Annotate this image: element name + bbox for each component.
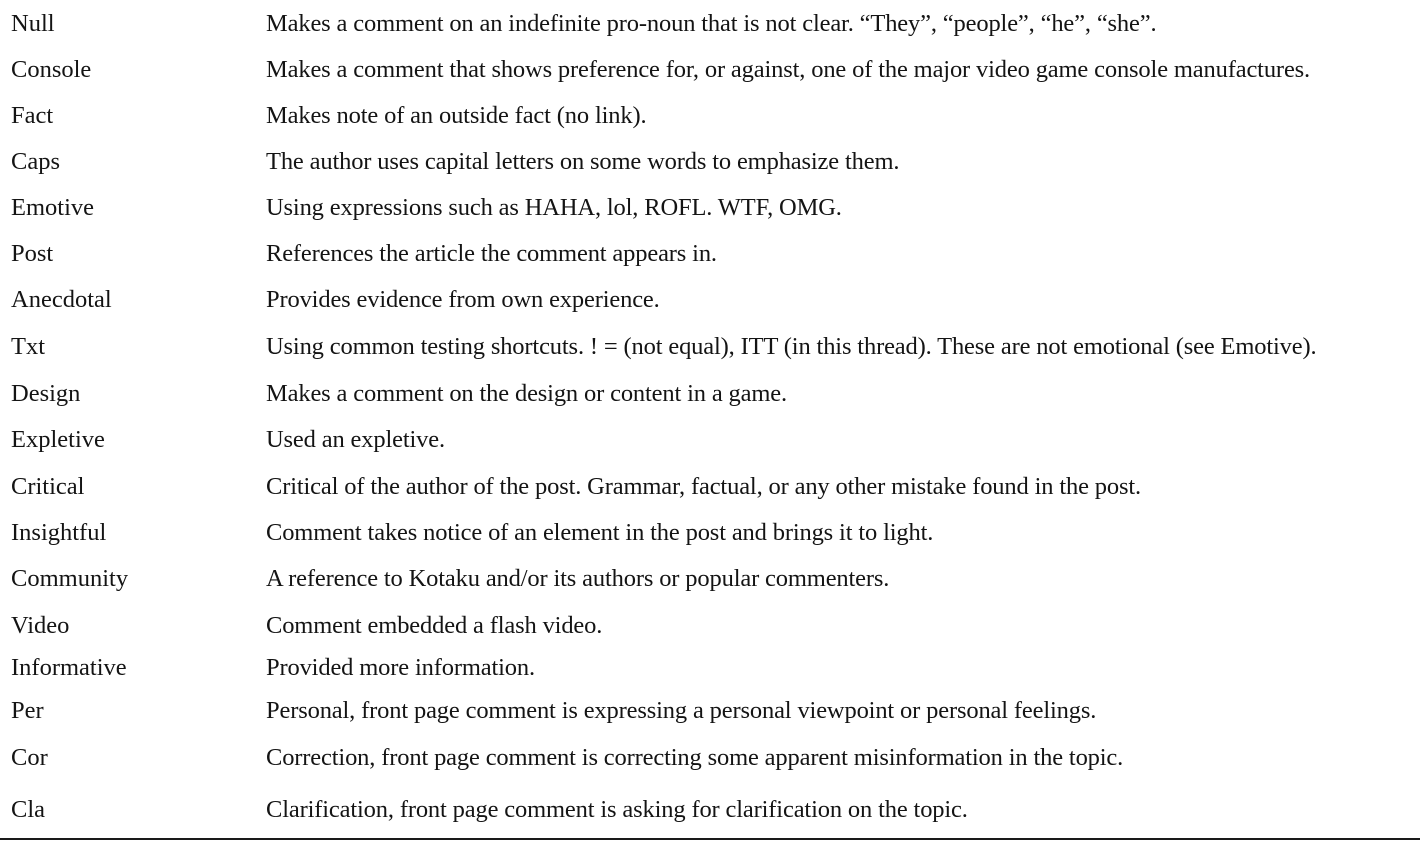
table-row bbox=[0, 96, 1420, 136]
code-term: Video bbox=[11, 612, 70, 639]
code-description: The author uses capital letters on some words to emphasize them. bbox=[266, 148, 900, 175]
table-row bbox=[0, 467, 1420, 507]
code-term: Informative bbox=[11, 654, 127, 681]
table-row bbox=[0, 559, 1420, 599]
code-term: Insightful bbox=[11, 519, 107, 546]
code-term: Null bbox=[11, 10, 55, 37]
table-row bbox=[0, 374, 1420, 414]
code-description: Makes note of an outside fact (no link). bbox=[266, 102, 647, 129]
code-term: Post bbox=[11, 240, 54, 267]
code-term: Cor bbox=[11, 744, 48, 771]
code-description: Using expressions such as HAHA, lol, ROFL. WTF, OMG. bbox=[266, 194, 842, 221]
code-term: Caps bbox=[11, 148, 60, 175]
code-term: Community bbox=[11, 565, 129, 592]
code-description: Critical of the author of the post. Grammar, factual, or any other mistake found in the post. bbox=[266, 473, 1141, 500]
code-term: Txt bbox=[11, 333, 46, 360]
table-row bbox=[0, 513, 1420, 553]
table-row bbox=[0, 738, 1420, 778]
code-description: Comment embedded a flash video. bbox=[266, 612, 603, 639]
table-row bbox=[0, 691, 1420, 731]
code-description: Provided more information. bbox=[266, 654, 535, 681]
code-description: References the article the comment appears in. bbox=[266, 240, 717, 267]
table-row bbox=[0, 50, 1420, 90]
table-row bbox=[0, 790, 1420, 830]
table-row bbox=[0, 420, 1420, 460]
table-row bbox=[0, 142, 1420, 182]
table-row bbox=[0, 648, 1420, 688]
code-term: Design bbox=[11, 380, 81, 407]
code-description: Personal, front page comment is expressing a personal viewpoint or personal feelings. bbox=[266, 697, 1097, 724]
code-description: Makes a comment on the design or content in a game. bbox=[266, 380, 787, 407]
table-row bbox=[0, 606, 1420, 646]
code-description: Using common testing shortcuts. ! = (not equal), ITT (in this thread). These are not emotional (see Emotive). bbox=[266, 333, 1317, 360]
table-row bbox=[0, 280, 1420, 320]
code-description: Makes a comment that shows preference for, or against, one of the major video game console manufactures. bbox=[266, 56, 1311, 83]
code-term: Fact bbox=[11, 102, 54, 129]
code-description: Comment takes notice of an element in the post and brings it to light. bbox=[266, 519, 934, 546]
table-row bbox=[0, 4, 1420, 44]
code-term: Console bbox=[11, 56, 92, 83]
code-term: Emotive bbox=[11, 194, 95, 221]
code-term: Cla bbox=[11, 796, 46, 823]
code-description: Provides evidence from own experience. bbox=[266, 286, 660, 313]
code-term: Per bbox=[11, 697, 44, 724]
code-description: Correction, front page comment is correcting some apparent misinformation in the topic. bbox=[266, 744, 1124, 771]
code-description: Used an expletive. bbox=[266, 426, 445, 453]
code-description: A reference to Kotaku and/or its authors or popular commenters. bbox=[266, 565, 890, 592]
code-term: Expletive bbox=[11, 426, 105, 453]
code-description: Makes a comment on an indefinite pro-noun that is not clear. “They”, “people”, “he”, “she”. bbox=[266, 10, 1157, 37]
code-term: Critical bbox=[11, 473, 85, 500]
table-row bbox=[0, 234, 1420, 274]
table-row bbox=[0, 188, 1420, 228]
code-term: Anecdotal bbox=[11, 286, 112, 313]
table-row bbox=[0, 327, 1420, 367]
table-bottom-rule bbox=[0, 838, 1420, 840]
code-description: Clarification, front page comment is asking for clarification on the topic. bbox=[266, 796, 968, 823]
